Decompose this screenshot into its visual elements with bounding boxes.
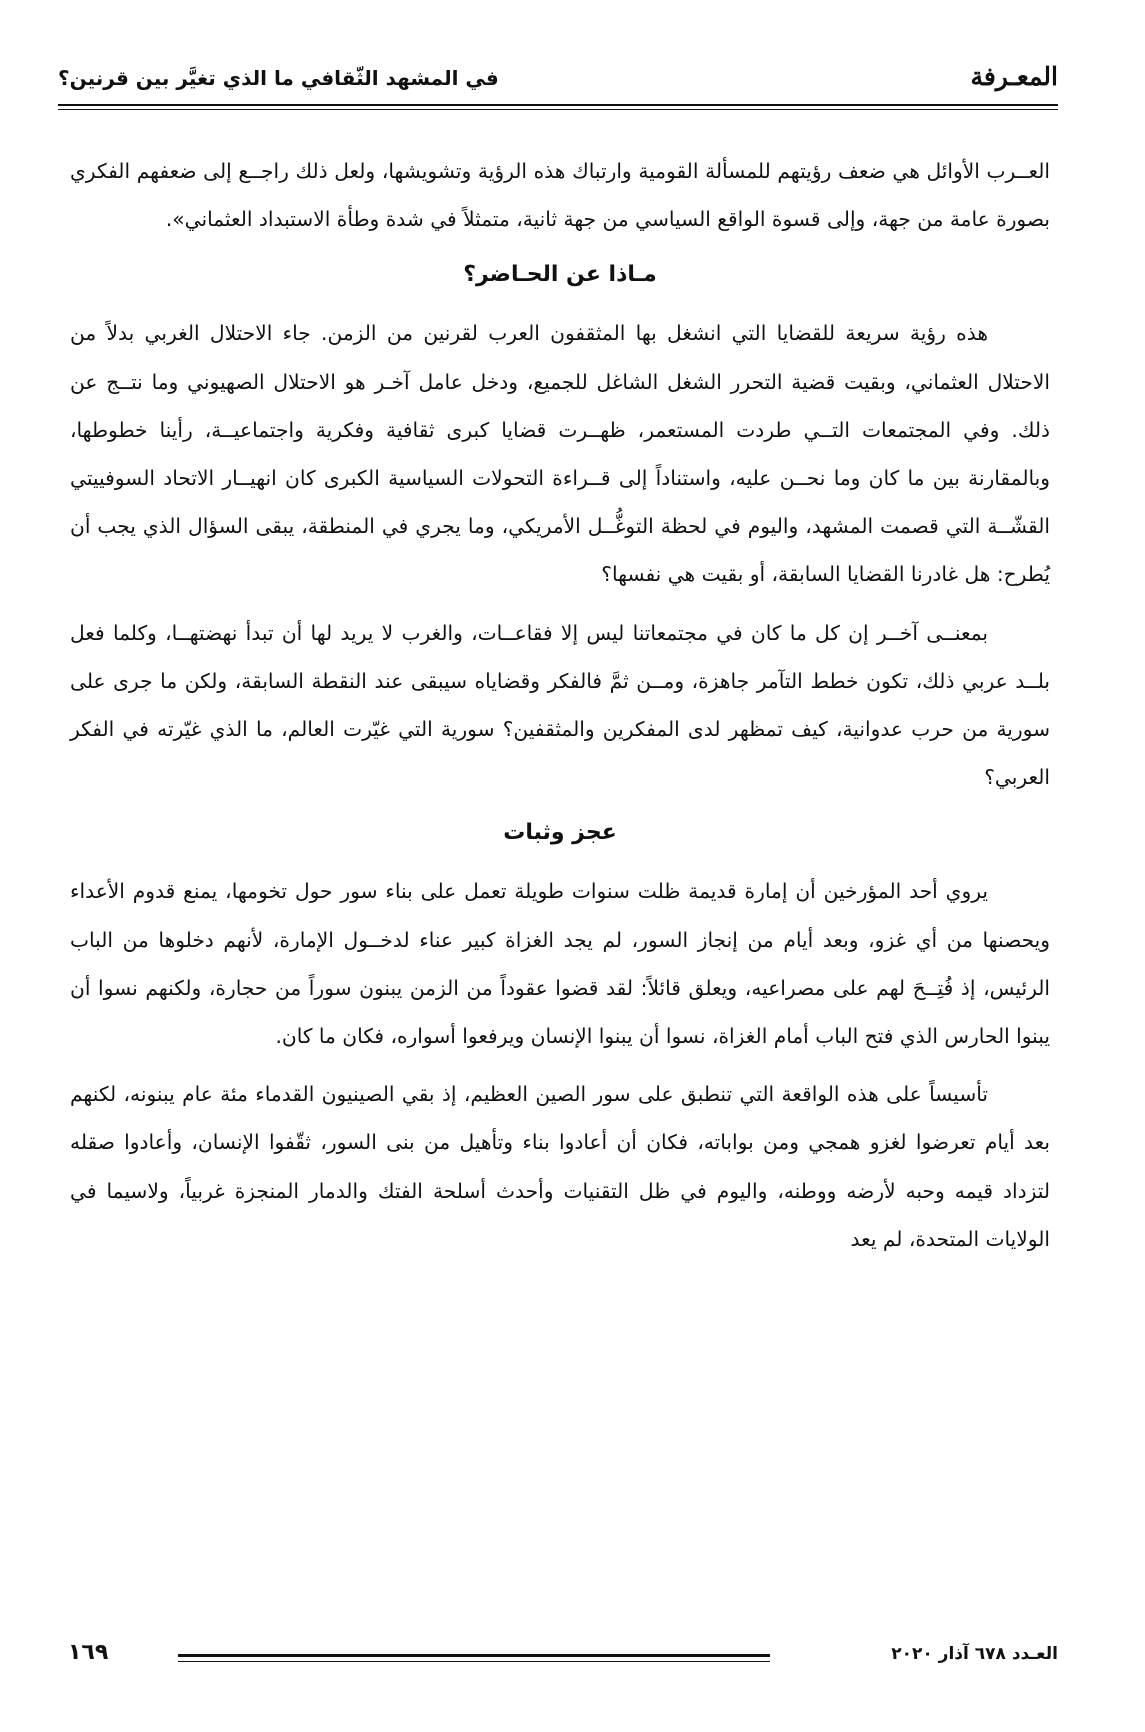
footer-rule	[178, 1654, 770, 1662]
running-title: في المشهد الثّقافي ما الذي تغيَّر بين قرنين؟	[58, 66, 499, 90]
page-header	[58, 58, 1058, 104]
paragraph-4: يروي أحد المؤرخين أن إمارة قديمة ظلت سنوات طويلة تعمل على بناء سور حول تخومها، يمنع قدوم الأعداء ويحصنها من أي غزو، وبعد أيام من إنجاز السور، لم يجد الغزاة كبير عناء لدخــول الإمارة، لأنهم دخلوها من الباب الرئيس، إذ فُتِــحَ لهم على مصراعيه، ويعلق قائلاً: لقد قضوا عقوداً من الزمن يبنون سوراً من حجارة، ولكنهم نسوا أن يبنوا الحارس الذي فتح الباب أمام الغزاة، نسوا أن يبنوا الإنسان ويرفعوا أسواره، فكان ما كان.	[70, 879, 1050, 1049]
paragraph-5: تأسيساً على هذه الواقعة التي تنطبق على سور الصين العظيم، إذ بقي الصينيون القدماء مئة عام يبنونه، لكنهم بعد أيام تعرضوا لغزو همجي ومن بواباته، فكان أن أعادوا بناء وتأهيل من بنى السور، ثقّفوا الإنسان، وأعادوا صقله لتزداد قيمه وحبه لأرضه ووطنه، واليوم في ظل التقنيات وأحدث أسلحة الفتك والدمار المنجزة غربياً، ولاسيما في الولايات المتحدة، لم يعد	[70, 1082, 1050, 1251]
header-rule	[58, 104, 1058, 106]
paragraph-1: العــرب الأوائل هي ضعف رؤيتهم للمسألة القومية وارتباك هذه الرؤية وتشويشها، ولعل ذلك راجــع إلى ضعفهم الفكري بصورة عامة من جهة، وإلى قسوة الواقع السياسي من جهة ثانية، متمثلاً في شدة وطأة الاستبداد العثماني».	[70, 159, 1050, 232]
section-heading-impotence: عجز وثبات	[503, 820, 617, 846]
page-number: ١٦٩	[68, 1640, 109, 1665]
issue-info: العـدد ٦٧٨ آذار ٢٠٢٠	[891, 1644, 1058, 1664]
paragraph-2: هذه رؤية سريعة للقضايا التي انشغل بها المثقفون العرب لقرنين من الزمن. جاء الاحتلال الغربي بدلاً من الاحتلال العثماني، وبقيت قضية التحرر الشغل الشاغل للجميع، ودخل عامل آخـر هو الاحتلال الصهيوني وما نتــج عن ذلك. وفي المجتمعات التــي طردت المستعمر، ظهــرت قضايا كبرى ثقافية وفكرية واجتماعيــة، رأينا خطوطها، وبالمقارنة بين ما كان وما نحــن عليه، واستناداً إلى قــراءة التحولات السياسية الكبرى كان انهيــار الاتحاد السوفييتي القشّــة التي قصمت المشهد، واليوم في لحظة التوغُّــل الأمريكي، وما يجري في المنطقة، يبقى السؤال الذي يجب أن يُطرح: هل غادرنا القضايا السابقة، أو بقيت هي نفسها؟	[70, 321, 1050, 587]
page-footer	[58, 1640, 1058, 1676]
section-heading-present: مـاذا عن الحـاضر؟	[463, 262, 657, 288]
paragraph-3: بمعنــى آخــر إن كل ما كان في مجتمعاتنا ليس إلا فقاعــات، والغرب لا يريد لها أن تبدأ نهضتهــا، وكلما فعل بلــد عربي ذلك، تكون خطط التآمر جاهزة، ومــن ثمَّ فالفكر وقضاياه سيبقى عند النقطة السابقة، ولكن ما جرى على سورية من حرب عدوانية، كيف تمظهر لدى المفكرين والمثقفين؟ سورية التي غيّرت العالم، ما الذي غيّرته في الفكر العربي؟	[70, 620, 1050, 790]
header-rule-thin	[58, 109, 1058, 110]
magazine-logo: المعـرفة	[970, 62, 1058, 91]
article-body	[70, 147, 1050, 1273]
